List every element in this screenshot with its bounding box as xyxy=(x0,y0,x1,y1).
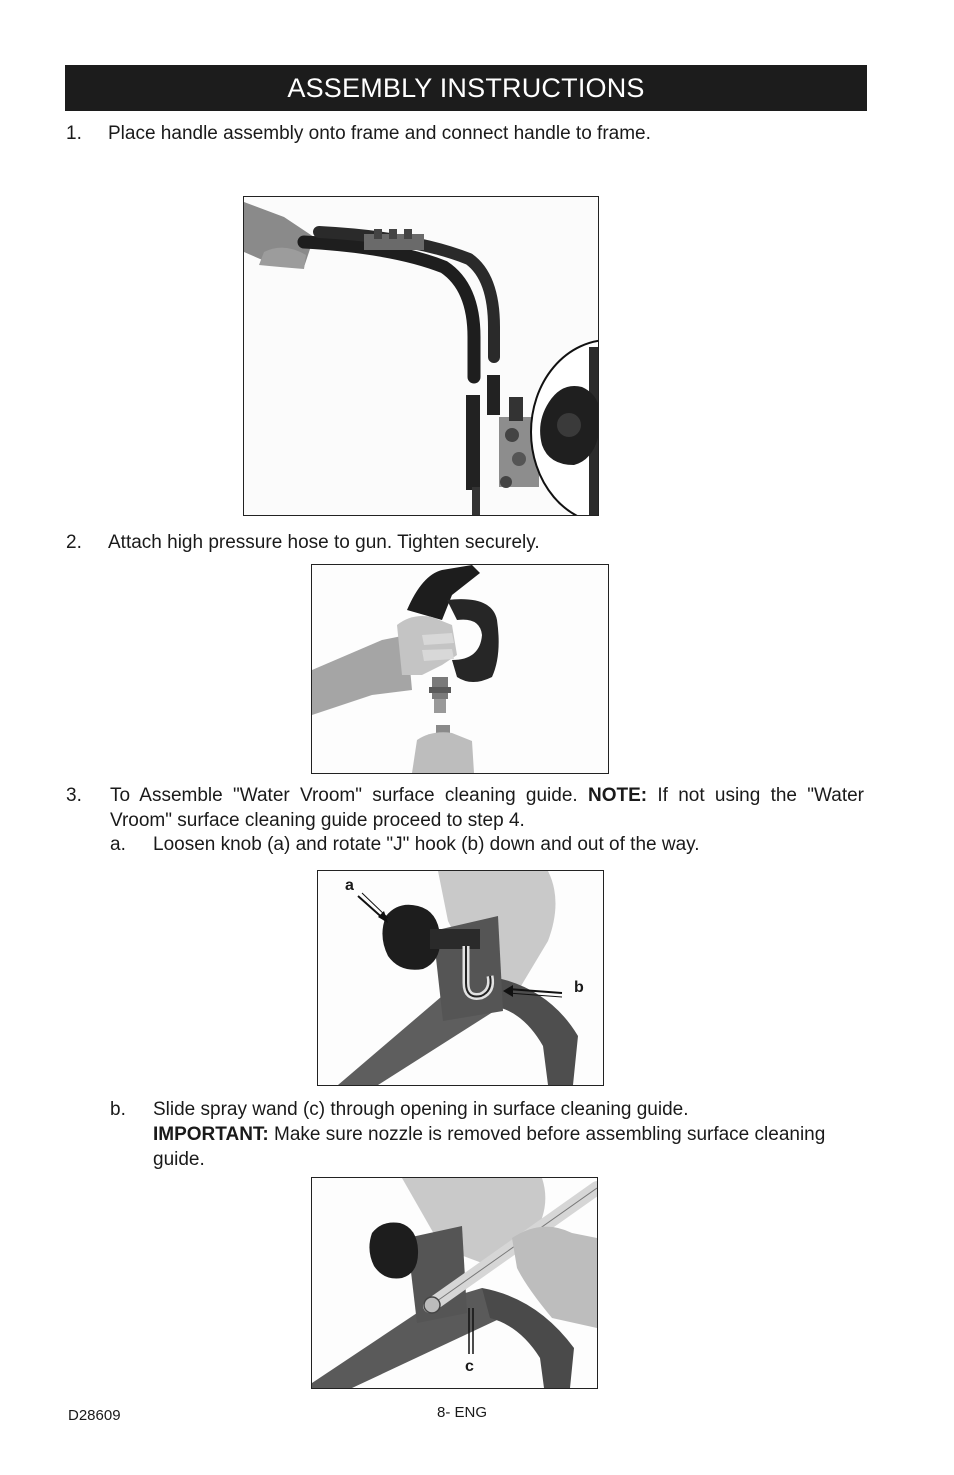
step-3-text-b: If not using the "Water Vroom" surface cleaning guide proceed to step 4. xyxy=(110,785,864,831)
callout-label-c: c xyxy=(465,1358,474,1375)
step-1-number: 1. xyxy=(66,123,82,144)
step-3b-text-a: Slide spray wand (c) through opening in surface cleaning guide. xyxy=(153,1099,689,1120)
step-3-text-a: To Assemble "Water Vroom" surface cleaning guide. xyxy=(110,785,588,806)
figure-gun-hose xyxy=(311,564,609,774)
page-number: 8- ENG xyxy=(437,1404,488,1421)
page-title: ASSEMBLY INSTRUCTIONS xyxy=(287,72,645,103)
step-3a-text: Loosen knob (a) and rotate "J" hook (b) down and out of the way. xyxy=(153,834,700,855)
step-3a-number: a. xyxy=(110,834,126,855)
figure-spray-wand xyxy=(311,1177,598,1389)
page-header xyxy=(65,65,867,111)
callout-label-a: a xyxy=(345,877,354,894)
step-3-number: 3. xyxy=(66,785,82,806)
step-3b-text xyxy=(153,1097,853,1172)
step-2-text: Attach high pressure hose to gun. Tighten securely. xyxy=(108,532,540,553)
step-3-text xyxy=(110,783,864,833)
step-3b-number: b. xyxy=(110,1099,126,1120)
callout-label-b: b xyxy=(574,979,584,996)
step-3b-text-b: Make sure nozzle is removed before assembling surface cleaning guide. xyxy=(153,1124,826,1170)
step-2-number: 2. xyxy=(66,532,82,553)
step-1-text: Place handle assembly onto frame and connect handle to frame. xyxy=(108,123,651,144)
step-3-note-label: NOTE: xyxy=(587,785,648,806)
document-code: D28609 xyxy=(68,1407,121,1424)
figure-knob-j-hook xyxy=(317,870,604,1086)
figure-handle-assembly xyxy=(243,196,599,516)
step-3b-important-label: IMPORTANT: xyxy=(153,1124,269,1145)
